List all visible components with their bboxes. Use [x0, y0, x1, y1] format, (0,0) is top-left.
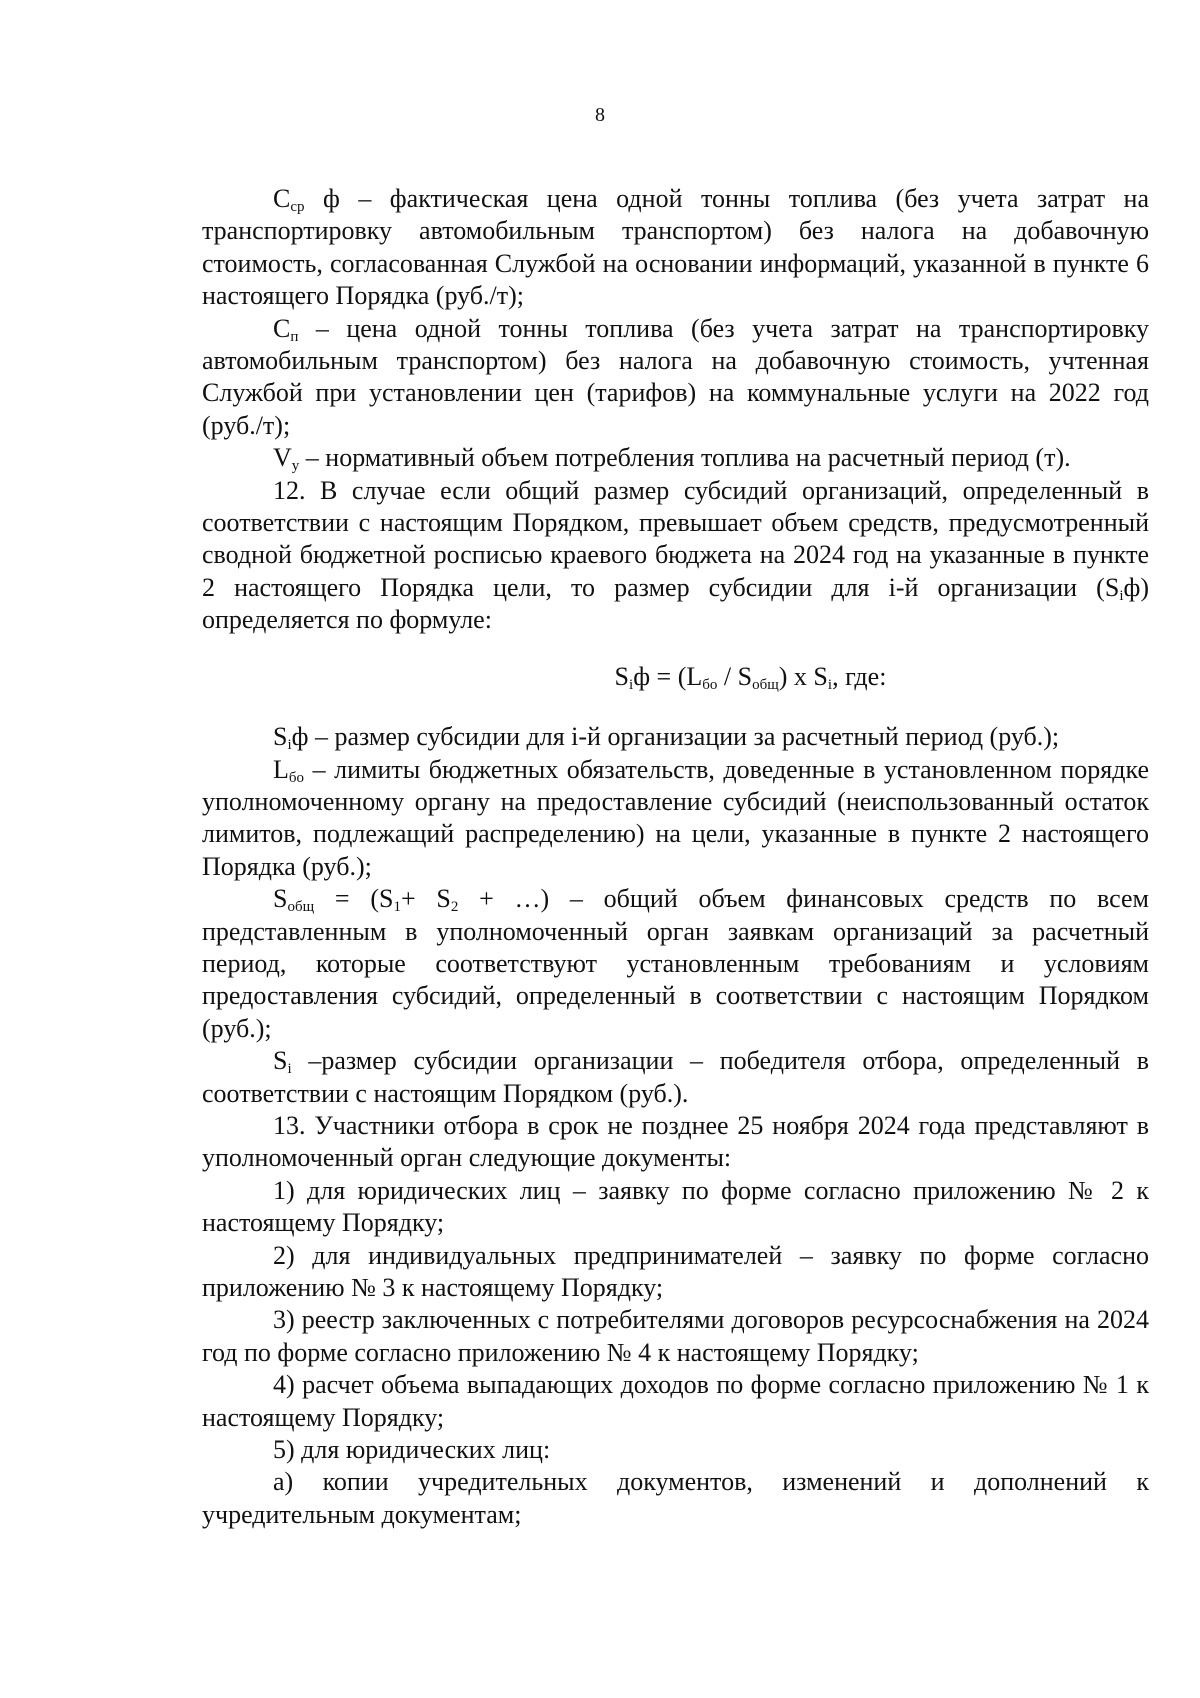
subscript: i [287, 737, 292, 754]
text-run: + S [400, 884, 451, 914]
subscript: у [291, 458, 300, 475]
subscript: общ [752, 676, 779, 693]
text-run: – нормативный объем потребления топлива на расчетный период (т). [299, 443, 1071, 473]
text-run: – лимиты бюджетных обязательств, доведенные в установленном порядке уполномоченному органу на предоставление субсидий (неиспользованный остаток лимитов, подлежащий распределению) на цели, указанные в пункте 2 настоящего Порядка (руб.); [202, 754, 1149, 881]
subscript: бо [288, 769, 305, 786]
text-run: –размер субсидии организации – победителя отбора, определенный в соответствии с настоящим Порядком (руб.). [202, 1046, 1149, 1108]
text-run: 3) реестр заключенных с потребителями договоров ресурсоснабжения на 2024 год по форме согласно приложению № 4 к настоящему Порядку; [202, 1305, 1149, 1367]
formula [202, 661, 1149, 693]
subscript: бо [702, 676, 718, 693]
subscript: общ [287, 899, 315, 916]
text-run: S [614, 661, 630, 691]
text-run: V [273, 443, 292, 473]
paragraph [202, 721, 1149, 753]
text-run: = (S [314, 884, 394, 914]
text-run: S [273, 722, 288, 752]
text-run: S [273, 1046, 288, 1076]
text-run: 5) для юридических лиц: [273, 1435, 551, 1465]
text-run: + …) – общий объем финансовых средств по всем представленным в уполномоченный орган заявкам организаций за расчетный период, которые соответствуют установленным требованиям и условиям предоставления субсидий, определенный в соответствии с настоящим Порядком (руб.); [202, 884, 1150, 1043]
paragraph [202, 313, 1149, 443]
paragraph [202, 1045, 1149, 1110]
subscript: ср [290, 199, 305, 215]
text-run: ф) определяется по формуле: [202, 572, 1149, 635]
text-run: , где: [832, 661, 887, 691]
subscript: i [287, 1061, 292, 1078]
text-run: – цена одной тонны топлива (без учета затрат на транспортировку автомобильным транспортом) без налога на добавочную стоимость, учтенная Службой при установлении цен (тарифов) на коммунальные услуги на 2022 год (руб./т); [202, 313, 1149, 440]
text-run: 12. В случае если общий размер субсидий организаций, определенный в соответствии с настоящим Порядком, превышает объем средств, предусмотренный сводной бюджетной росписью краевого бюджета на 2024 год на указанные в пункте 2 настоящего Порядка цели, то размер субсидии для i-й организации (S [202, 475, 1149, 602]
text-run: L [273, 754, 289, 784]
paragraph [202, 1175, 1149, 1240]
subscript: i [1119, 587, 1124, 604]
text-run: S [273, 884, 288, 914]
subscript: i [827, 676, 833, 693]
paragraph [202, 475, 1149, 637]
subscript: 2 [450, 899, 459, 916]
text-run: 13. Участники отбора в срок не позднее 25 ноября 2024 года представляют в уполномоченный орган следующие документы: [202, 1110, 1149, 1173]
text-run: ф – размер субсидии для i-й организации за расчетный период (руб.); [291, 722, 1060, 752]
text-run: / S [717, 661, 753, 691]
paragraph [202, 754, 1149, 884]
subscript: п [290, 328, 299, 345]
paragraph [202, 1369, 1149, 1434]
paragraph [202, 442, 1149, 474]
paragraph [202, 183, 1149, 313]
text-run: 4) расчет объема выпадающих доходов по форме согласно приложению № 1 к настоящему Порядку; [202, 1370, 1149, 1432]
paragraph [202, 1240, 1149, 1305]
paragraph [202, 1434, 1149, 1466]
subscript: i [629, 676, 634, 693]
text-run: C [273, 184, 291, 213]
paragraph [202, 1110, 1149, 1175]
text-run: 2) для индивидуальных предпринимателей – заявку по форме согласно приложению № 3 к настоящему Порядку; [202, 1240, 1149, 1302]
text-run: ф – фактическая цена одной тонны топлива (без учета затрат на транспортировку автомобильным транспортом) без налога на добавочную стоимость, согласованная Службой на основании информаций, указанной в пункте 6 настоящего Порядка (руб./т); [202, 184, 1149, 311]
text-run: 1) для юридических лиц – заявку по форме согласно приложению № 2 к настоящему Порядку; [202, 1175, 1149, 1238]
subscript: 1 [393, 899, 401, 916]
page-number: 8 [595, 104, 605, 126]
text-run: C [273, 313, 291, 343]
paragraph [202, 1466, 1149, 1531]
text-run: ) x S [778, 661, 828, 691]
text-run: ф = (L [633, 661, 703, 691]
document-body [202, 183, 1149, 1531]
paragraph [202, 1304, 1149, 1369]
text-run: а) копии учредительных документов, изменений и дополнений к учредительным документам; [202, 1467, 1149, 1529]
paragraph [202, 883, 1149, 1045]
